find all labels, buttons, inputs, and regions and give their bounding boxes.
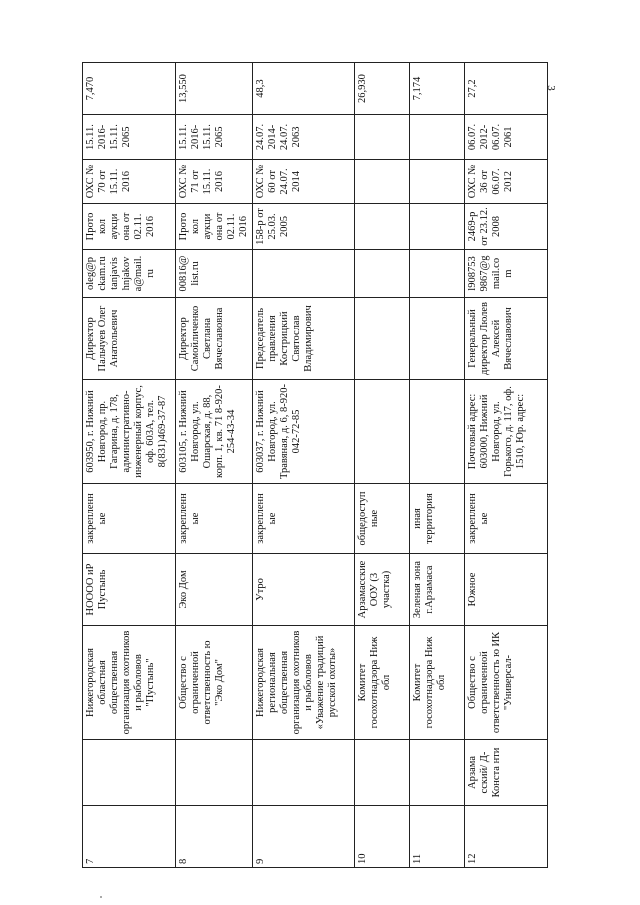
cell-protocol: 2469-р от 23.12. 2008 xyxy=(465,204,548,250)
cell-hunting-ground: Арзамасские ООУ (3 участка) xyxy=(355,554,410,626)
cell-area: 7,470 xyxy=(83,63,176,115)
cell-area: 13,550 xyxy=(176,63,253,115)
cell-protocol: Прото кол аукци она от 02.11. 2016 xyxy=(83,204,176,250)
cell-email: l908753 9867@g mail.co m xyxy=(465,250,548,298)
cell-num: 8 xyxy=(176,806,253,868)
cell-area: 7,174 xyxy=(410,63,465,115)
cell-org: Комитет госохотнадзора Ниж обл xyxy=(355,626,410,740)
cell-num: 9 xyxy=(253,806,355,868)
cell-district xyxy=(410,740,465,806)
table-row xyxy=(355,63,410,868)
cell-org: Общество с ограниченной ответственность ю ИК "Универсал- xyxy=(465,626,548,740)
cell-email: 00816@ list.ru xyxy=(176,250,253,298)
cell-category: закрепленн ые xyxy=(253,484,355,554)
cell-district xyxy=(355,740,410,806)
cell-email: oleg@p ckam.ru tanjavis hnjakov a@mail. ru xyxy=(83,250,176,298)
cell-address xyxy=(355,380,410,484)
cell-term: 15.11. 2016- 15.11. 2065 xyxy=(83,115,176,160)
cell-category: закрепленн ые xyxy=(176,484,253,554)
cell-org: Нижегородская областная общественная организация охотников и рыболовов "Пустынь" xyxy=(83,626,176,740)
cell-district: Арзама сский/ Д- Конста нти xyxy=(465,740,548,806)
cell-area: 27,2 xyxy=(465,63,548,115)
cell-address: Почтовый адрес: 603000, Нижний Новгород, ул. Горького, д. 117, оф. 1510, Юр. адрес: xyxy=(465,380,548,484)
cell-email xyxy=(410,250,465,298)
cell-term: 15.11. 2016- 15.11. 2065 xyxy=(176,115,253,160)
cell-address xyxy=(410,380,465,484)
table-row xyxy=(465,63,548,868)
cell-hunting-ground: Эко Дом xyxy=(176,554,253,626)
table-row xyxy=(253,63,355,868)
cell-org: Общество с ограниченной ответственность ю "Эко Дом" xyxy=(176,626,253,740)
cell-org: Нижегородская региональная общественная организация охотников и рыболовов «Уважение традиций русской охоты» xyxy=(253,626,355,740)
cell-category: закрепленн ые xyxy=(83,484,176,554)
cell-district xyxy=(176,740,253,806)
cell-org: Комитет госохотнадзора Ниж обл xyxy=(410,626,465,740)
cell-category: иная территория xyxy=(410,484,465,554)
cell-num: 10 xyxy=(355,806,410,868)
hunting-grounds-table xyxy=(82,62,548,868)
table-row xyxy=(410,63,465,868)
table-row xyxy=(83,63,176,868)
page-number: 3 xyxy=(544,85,557,91)
cell-protocol xyxy=(410,204,465,250)
cell-hunting-ground: Южное xyxy=(465,554,548,626)
cell-protocol xyxy=(355,204,410,250)
cell-district xyxy=(253,740,355,806)
cell-director xyxy=(355,298,410,380)
cell-director: Директор Пальчуев Олег Анатольевич xyxy=(83,298,176,380)
cell-category: закрепленн ые xyxy=(465,484,548,554)
cell-term xyxy=(410,115,465,160)
cell-email xyxy=(355,250,410,298)
cell-num: 11 xyxy=(410,806,465,868)
cell-address: 603037, г. Нижний Новгород, ул. Травяная, д. 6, 8-920-042-72-85 xyxy=(253,380,355,484)
cell-agreement: ОХС № 60 от 24.07. 2014 xyxy=(253,160,355,204)
cell-category: общедоступ ные xyxy=(355,484,410,554)
cell-director: Председатель правления Кострицкий Святослав Владимирович xyxy=(253,298,355,380)
cell-term: 06.07. 2012- 06.07. 2061 xyxy=(465,115,548,160)
cell-num: 12 xyxy=(465,806,548,868)
cell-protocol: Прото кол аукци она от 02.11. 2016 xyxy=(176,204,253,250)
cell-area: 26,930 xyxy=(355,63,410,115)
cell-agreement: ОХС № 70 от 15.11. 2016 xyxy=(83,160,176,204)
scan-speck xyxy=(100,896,102,898)
cell-hunting-ground: Утро xyxy=(253,554,355,626)
cell-term xyxy=(355,115,410,160)
cell-agreement xyxy=(410,160,465,204)
rotated-table-wrapper xyxy=(82,63,547,868)
cell-term: 24.07. 2014- 24.07. 2063 xyxy=(253,115,355,160)
cell-director xyxy=(410,298,465,380)
cell-area: 48,3 xyxy=(253,63,355,115)
cell-hunting-ground: НОООО иР Пустынь xyxy=(83,554,176,626)
cell-num: 7 xyxy=(83,806,176,868)
table-body xyxy=(83,63,548,868)
cell-hunting-ground: Зеленая зона г.Арзамаса xyxy=(410,554,465,626)
table-row xyxy=(176,63,253,868)
cell-email xyxy=(253,250,355,298)
cell-district xyxy=(83,740,176,806)
cell-address: 603950, г. Нижний Новгород, пр. Гагарина, д. 178, административно-инженерный корпус, оф. 603А, тел. 8(831)469-37-87 xyxy=(83,380,176,484)
cell-director: Директор Самойличенко Светлана Вячеславовна xyxy=(176,298,253,380)
cell-protocol: 158-р от 25.03. 2005 xyxy=(253,204,355,250)
cell-director: Генеральный директор Люлев Алексей Вячеславович xyxy=(465,298,548,380)
cell-address: 603105, г. Нижний Новгород, ул. Ошарская, д. 88, корп. 1, кв. 71 8-920-254-43-34 xyxy=(176,380,253,484)
cell-agreement: ОХС № 36 от 06.07. 2012 xyxy=(465,160,548,204)
cell-agreement xyxy=(355,160,410,204)
cell-agreement: ОХС № 71 от 15.11. 2016 xyxy=(176,160,253,204)
